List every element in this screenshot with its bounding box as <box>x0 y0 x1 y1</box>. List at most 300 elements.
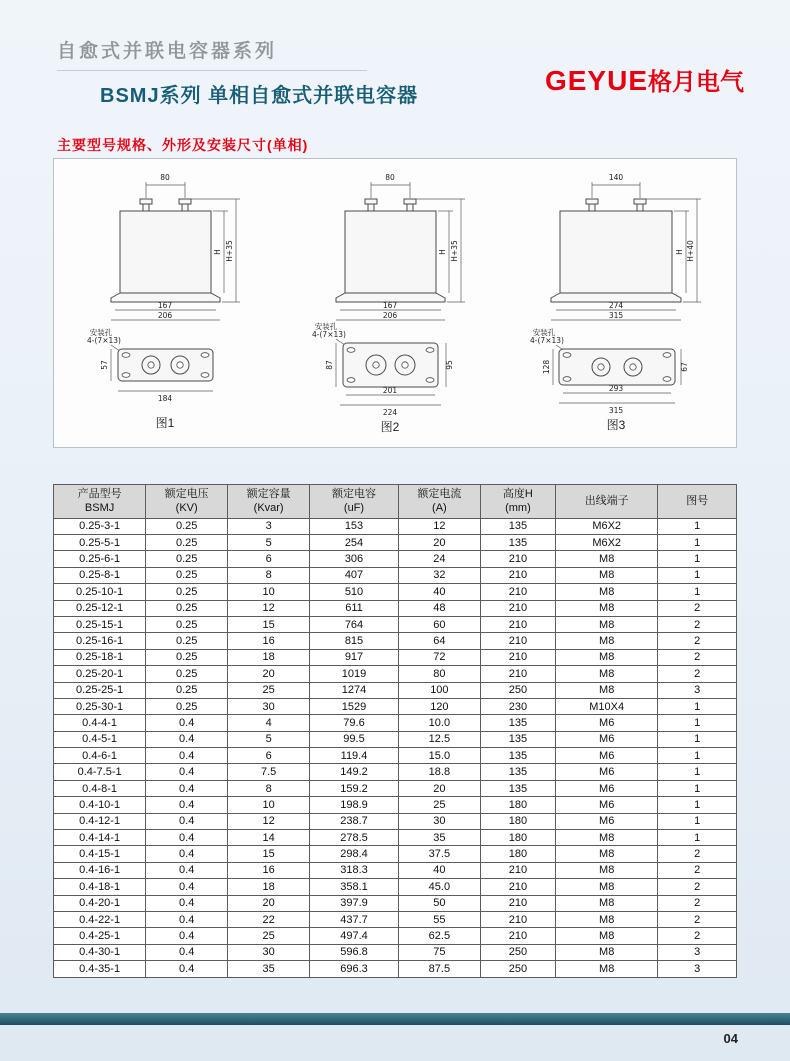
table-cell: 0.25 <box>146 666 228 682</box>
table-cell: 18 <box>228 649 310 665</box>
table-cell: 0.4-18-1 <box>54 879 146 895</box>
table-cell: 0.4-25-1 <box>54 928 146 944</box>
table-cell: 250 <box>480 682 555 698</box>
table-cell: M6 <box>555 813 657 829</box>
table-cell: 40 <box>398 584 480 600</box>
figure-label: 图3 <box>606 418 626 432</box>
table-cell: M8 <box>555 633 657 649</box>
table-cell: 15 <box>228 846 310 862</box>
mounting-hole-spec: 4-(7×13) <box>311 330 346 339</box>
table-cell: 25 <box>228 928 310 944</box>
table-row <box>54 928 737 944</box>
table-cell: 0.4-16-1 <box>54 862 146 878</box>
table-cell: M6 <box>555 748 657 764</box>
figure-1-drawing <box>63 167 278 439</box>
table-cell: M8 <box>555 682 657 698</box>
table-cell: M10X4 <box>555 698 657 714</box>
table-cell: 210 <box>480 616 555 632</box>
brand-name-cn: 格月电气 <box>648 69 744 96</box>
series-title: 自愈式并联电容器系列 <box>57 36 367 71</box>
table-cell: 1019 <box>310 666 399 682</box>
table-cell: 0.4-20-1 <box>54 895 146 911</box>
table-cell: 0.4-30-1 <box>54 944 146 960</box>
table-cell: 10 <box>228 584 310 600</box>
dim-h: H <box>437 249 447 255</box>
table-cell: M8 <box>555 616 657 632</box>
table-cell: 149.2 <box>310 764 399 780</box>
table-cell: 0.4-35-1 <box>54 961 146 977</box>
table-row <box>54 797 737 813</box>
dim-base-width: 184 <box>158 394 173 403</box>
table-cell: 180 <box>480 813 555 829</box>
table-cell: 135 <box>480 518 555 534</box>
figure-2-drawing <box>288 167 503 439</box>
table-row <box>54 584 737 600</box>
table-row <box>54 780 737 796</box>
table-cell: 119.4 <box>310 748 399 764</box>
table-cell: 0.25-16-1 <box>54 633 146 649</box>
table-cell: 198.9 <box>310 797 399 813</box>
table-cell: 250 <box>480 961 555 977</box>
table-cell: 48 <box>398 600 480 616</box>
table-cell: 210 <box>480 666 555 682</box>
table-cell: 210 <box>480 600 555 616</box>
dim-base-inner: 274 <box>608 301 623 310</box>
table-cell: 10 <box>228 797 310 813</box>
table-cell: 7.5 <box>228 764 310 780</box>
table-cell: 22 <box>228 911 310 927</box>
table-cell: 0.25 <box>146 584 228 600</box>
table-cell: 60 <box>398 616 480 632</box>
table-cell: 12 <box>228 600 310 616</box>
table-row <box>54 911 737 927</box>
col-header-height: 高度H (mm) <box>480 485 555 519</box>
table-row <box>54 961 737 977</box>
table-cell: 2 <box>658 600 737 616</box>
table-cell: 0.25-6-1 <box>54 551 146 567</box>
figure-3-drawing <box>512 167 727 439</box>
table-cell: 16 <box>228 862 310 878</box>
table-cell: 14 <box>228 830 310 846</box>
table-cell: 0.4-8-1 <box>54 780 146 796</box>
table-cell: 0.25-3-1 <box>54 518 146 534</box>
table-cell: 250 <box>480 944 555 960</box>
table-row <box>54 666 737 682</box>
table-cell: 135 <box>480 780 555 796</box>
table-cell: M8 <box>555 862 657 878</box>
table-cell: 437.7 <box>310 911 399 927</box>
table-row <box>54 862 737 878</box>
table-cell: 0.4 <box>146 928 228 944</box>
table-cell: M8 <box>555 830 657 846</box>
table-cell: 210 <box>480 895 555 911</box>
table-row <box>54 616 737 632</box>
table-cell: 2 <box>658 633 737 649</box>
table-cell: 0.25-8-1 <box>54 567 146 583</box>
table-cell: 2 <box>658 911 737 927</box>
table-cell: 0.4-14-1 <box>54 830 146 846</box>
table-cell: 0.25 <box>146 616 228 632</box>
table-cell: M8 <box>555 666 657 682</box>
table-cell: 611 <box>310 600 399 616</box>
table-cell: M8 <box>555 928 657 944</box>
table-cell: 0.4-12-1 <box>54 813 146 829</box>
table-cell: M8 <box>555 879 657 895</box>
table-cell: 510 <box>310 584 399 600</box>
table-cell: 16 <box>228 633 310 649</box>
table-cell: 0.25 <box>146 551 228 567</box>
brand-name-en: GEYUE <box>544 65 648 96</box>
table-cell: 917 <box>310 649 399 665</box>
table-cell: 210 <box>480 879 555 895</box>
table-row <box>54 551 737 567</box>
table-cell: 75 <box>398 944 480 960</box>
table-cell: 0.25-25-1 <box>54 682 146 698</box>
table-cell: 35 <box>398 830 480 846</box>
table-cell: 238.7 <box>310 813 399 829</box>
table-cell: 358.1 <box>310 879 399 895</box>
table-cell: 80 <box>398 666 480 682</box>
table-cell: 3 <box>658 961 737 977</box>
table-cell: 0.25 <box>146 567 228 583</box>
table-cell: 45.0 <box>398 879 480 895</box>
table-cell: 135 <box>480 715 555 731</box>
table-cell: 0.4 <box>146 830 228 846</box>
col-header-capacity: 额定容量 (Kvar) <box>228 485 310 519</box>
table-cell: 12.5 <box>398 731 480 747</box>
table-cell: 0.4 <box>146 895 228 911</box>
table-cell: 0.4-4-1 <box>54 715 146 731</box>
spec-table-body <box>54 518 737 977</box>
table-cell: 0.4 <box>146 764 228 780</box>
table-row <box>54 764 737 780</box>
table-cell: 0.25-15-1 <box>54 616 146 632</box>
table-cell: 0.4 <box>146 944 228 960</box>
page-title: BSMJ系列 单相自愈式并联电容器 <box>100 85 419 107</box>
table-cell: 32 <box>398 567 480 583</box>
table-cell: 30 <box>228 698 310 714</box>
table-cell: 1 <box>658 830 737 846</box>
table-cell: 2 <box>658 666 737 682</box>
table-cell: 0.25 <box>146 698 228 714</box>
table-cell: 1 <box>658 731 737 747</box>
table-cell: M6 <box>555 764 657 780</box>
dim-depth: 128 <box>541 359 551 375</box>
dim-depth-outer: 95 <box>444 360 454 370</box>
table-cell: 0.25-12-1 <box>54 600 146 616</box>
table-cell: 35 <box>228 961 310 977</box>
table-cell: 2 <box>658 862 737 878</box>
table-cell: M8 <box>555 649 657 665</box>
table-cell: 37.5 <box>398 846 480 862</box>
table-cell: M8 <box>555 600 657 616</box>
table-cell: 5 <box>228 534 310 550</box>
table-cell: 1 <box>658 813 737 829</box>
table-cell: 3 <box>658 944 737 960</box>
mounting-hole-note: 安装孔 <box>532 328 555 337</box>
table-cell: 180 <box>480 846 555 862</box>
dim-h-plus: H+35 <box>225 240 235 262</box>
table-cell: M6X2 <box>555 534 657 550</box>
table-cell: 20 <box>228 666 310 682</box>
table-cell: 0.4 <box>146 862 228 878</box>
table-cell: 135 <box>480 534 555 550</box>
table-cell: M8 <box>555 944 657 960</box>
table-row <box>54 518 737 534</box>
dim-h: H <box>213 249 223 255</box>
table-cell: 87.5 <box>398 961 480 977</box>
table-cell: M8 <box>555 895 657 911</box>
table-cell: 120 <box>398 698 480 714</box>
table-cell: 397.9 <box>310 895 399 911</box>
table-cell: 135 <box>480 731 555 747</box>
table-cell: 210 <box>480 551 555 567</box>
dim-base-inner: 167 <box>382 301 397 310</box>
table-cell: 10.0 <box>398 715 480 731</box>
table-cell: M8 <box>555 567 657 583</box>
table-cell: 2 <box>658 879 737 895</box>
table-cell: 0.4 <box>146 813 228 829</box>
table-cell: 0.4 <box>146 797 228 813</box>
figure-label: 图1 <box>155 416 175 430</box>
table-cell: M6 <box>555 797 657 813</box>
table-cell: 0.4 <box>146 715 228 731</box>
spec-table <box>53 484 737 978</box>
mounting-hole-spec: 4-(7×13) <box>87 336 122 345</box>
table-cell: 1 <box>658 698 737 714</box>
table-row <box>54 534 737 550</box>
table-cell: 24 <box>398 551 480 567</box>
table-row <box>54 748 737 764</box>
table-cell: 210 <box>480 928 555 944</box>
table-cell: 0.4 <box>146 748 228 764</box>
table-cell: 3 <box>228 518 310 534</box>
dim-base-width-outer: 315 <box>608 406 623 415</box>
table-cell: 0.4 <box>146 731 228 747</box>
table-cell: 135 <box>480 764 555 780</box>
table-cell: 12 <box>228 813 310 829</box>
mounting-hole-note: 安装孔 <box>90 328 113 337</box>
table-cell: 0.25-20-1 <box>54 666 146 682</box>
table-cell: 1274 <box>310 682 399 698</box>
table-row <box>54 698 737 714</box>
table-cell: 2 <box>658 846 737 862</box>
table-cell: 20 <box>398 780 480 796</box>
table-cell: 1529 <box>310 698 399 714</box>
table-cell: 135 <box>480 748 555 764</box>
table-cell: 2 <box>658 616 737 632</box>
table-cell: 0.4 <box>146 846 228 862</box>
table-row <box>54 567 737 583</box>
table-cell: 1 <box>658 567 737 583</box>
table-cell: 2 <box>658 928 737 944</box>
table-cell: 6 <box>228 748 310 764</box>
table-row <box>54 649 737 665</box>
col-header-current: 额定电流 (A) <box>398 485 480 519</box>
table-cell: 62.5 <box>398 928 480 944</box>
table-cell: 0.4 <box>146 911 228 927</box>
footer-bar <box>0 1013 790 1025</box>
col-header-capacitance: 额定电容 (uF) <box>310 485 399 519</box>
table-cell: 306 <box>310 551 399 567</box>
table-cell: 100 <box>398 682 480 698</box>
dim-top-width: 80 <box>384 173 395 182</box>
mounting-hole-note: 安装孔 <box>314 322 337 331</box>
table-cell: 55 <box>398 911 480 927</box>
table-cell: 180 <box>480 797 555 813</box>
dim-base-width-inner: 293 <box>608 384 623 393</box>
table-cell: 764 <box>310 616 399 632</box>
col-header-model: 产品型号 BSMJ <box>54 485 146 519</box>
table-cell: 0.25 <box>146 649 228 665</box>
table-cell: 15.0 <box>398 748 480 764</box>
table-cell: 0.25-10-1 <box>54 584 146 600</box>
col-header-voltage: 额定电压 (KV) <box>146 485 228 519</box>
table-cell: 25 <box>398 797 480 813</box>
table-cell: 1 <box>658 551 737 567</box>
col-header-figure: 图号 <box>658 485 737 519</box>
table-cell: 0.25 <box>146 534 228 550</box>
table-cell: 1 <box>658 748 737 764</box>
table-cell: 15 <box>228 616 310 632</box>
col-header-terminal: 出线端子 <box>555 485 657 519</box>
dim-base-width-outer: 224 <box>382 408 397 417</box>
table-cell: M8 <box>555 846 657 862</box>
table-cell: 4 <box>228 715 310 731</box>
dim-base-outer: 206 <box>382 311 397 320</box>
table-cell: 210 <box>480 567 555 583</box>
table-cell: 596.8 <box>310 944 399 960</box>
table-row <box>54 830 737 846</box>
table-cell: 40 <box>398 862 480 878</box>
table-cell: 0.25 <box>146 682 228 698</box>
table-cell: 99.5 <box>310 731 399 747</box>
table-row <box>54 633 737 649</box>
table-cell: 407 <box>310 567 399 583</box>
dim-depth: 87 <box>324 360 334 370</box>
table-row <box>54 895 737 911</box>
table-cell: 254 <box>310 534 399 550</box>
page-number: 04 <box>723 1031 738 1046</box>
brand-logo <box>545 62 744 97</box>
table-cell: 0.4-15-1 <box>54 846 146 862</box>
table-cell: M6 <box>555 715 657 731</box>
table-cell: 0.4-7.5-1 <box>54 764 146 780</box>
table-row <box>54 731 737 747</box>
table-row <box>54 879 737 895</box>
table-cell: 30 <box>398 813 480 829</box>
table-cell: 0.4-22-1 <box>54 911 146 927</box>
table-cell: 210 <box>480 633 555 649</box>
dim-top-width: 80 <box>160 173 171 182</box>
table-row <box>54 813 737 829</box>
table-cell: 278.5 <box>310 830 399 846</box>
table-cell: 25 <box>228 682 310 698</box>
table-cell: M6 <box>555 731 657 747</box>
table-cell: 72 <box>398 649 480 665</box>
dim-base-outer: 206 <box>158 311 173 320</box>
table-cell: 50 <box>398 895 480 911</box>
table-cell: 0.4 <box>146 961 228 977</box>
table-cell: 6 <box>228 551 310 567</box>
table-cell: 1 <box>658 584 737 600</box>
table-cell: 0.25-30-1 <box>54 698 146 714</box>
table-cell: 0.4-5-1 <box>54 731 146 747</box>
table-cell: 1 <box>658 715 737 731</box>
table-cell: 1 <box>658 780 737 796</box>
table-cell: 318.3 <box>310 862 399 878</box>
table-row <box>54 944 737 960</box>
table-cell: M8 <box>555 584 657 600</box>
table-cell: 0.4 <box>146 780 228 796</box>
table-cell: M6X2 <box>555 518 657 534</box>
table-cell: 0.25-18-1 <box>54 649 146 665</box>
table-cell: 230 <box>480 698 555 714</box>
dim-base-inner: 167 <box>158 301 173 310</box>
table-cell: 12 <box>398 518 480 534</box>
dim-h-plus: H+40 <box>685 240 695 262</box>
table-cell: 0.4-6-1 <box>54 748 146 764</box>
table-cell: 210 <box>480 649 555 665</box>
table-cell: M8 <box>555 911 657 927</box>
table-cell: 2 <box>658 895 737 911</box>
table-cell: 696.3 <box>310 961 399 977</box>
table-cell: 1 <box>658 518 737 534</box>
table-cell: 8 <box>228 567 310 583</box>
table-cell: 497.4 <box>310 928 399 944</box>
table-cell: 79.6 <box>310 715 399 731</box>
table-cell: 20 <box>228 895 310 911</box>
table-cell: M8 <box>555 961 657 977</box>
table-row <box>54 715 737 731</box>
table-cell: M6 <box>555 780 657 796</box>
table-cell: 3 <box>658 682 737 698</box>
dim-depth: 57 <box>100 360 110 370</box>
table-cell: 180 <box>480 830 555 846</box>
table-cell: 1 <box>658 764 737 780</box>
dim-h-plus: H+35 <box>449 240 459 262</box>
table-cell: 8 <box>228 780 310 796</box>
figure-label: 图2 <box>380 420 399 434</box>
table-cell: M8 <box>555 551 657 567</box>
table-cell: 20 <box>398 534 480 550</box>
table-cell: 0.25 <box>146 633 228 649</box>
dim-top-width: 140 <box>608 173 623 182</box>
section-title: 主要型号规格、外形及安装尺寸(单相) <box>57 137 309 153</box>
table-cell: 0.4 <box>146 879 228 895</box>
table-cell: 210 <box>480 911 555 927</box>
dim-base-outer: 315 <box>608 311 623 320</box>
drawings-panel <box>53 158 737 448</box>
table-cell: 0.25-5-1 <box>54 534 146 550</box>
table-cell: 5 <box>228 731 310 747</box>
table-cell: 0.25 <box>146 518 228 534</box>
table-row <box>54 846 737 862</box>
table-cell: 1 <box>658 797 737 813</box>
table-cell: 2 <box>658 649 737 665</box>
table-row <box>54 682 737 698</box>
dim-h: H <box>674 249 684 255</box>
table-cell: 0.25 <box>146 600 228 616</box>
table-cell: 1 <box>658 534 737 550</box>
table-cell: 153 <box>310 518 399 534</box>
table-cell: 0.4-10-1 <box>54 797 146 813</box>
table-cell: 30 <box>228 944 310 960</box>
mounting-hole-spec: 4-(7×13) <box>529 336 564 345</box>
table-cell: 210 <box>480 584 555 600</box>
table-cell: 210 <box>480 862 555 878</box>
table-cell: 18.8 <box>398 764 480 780</box>
